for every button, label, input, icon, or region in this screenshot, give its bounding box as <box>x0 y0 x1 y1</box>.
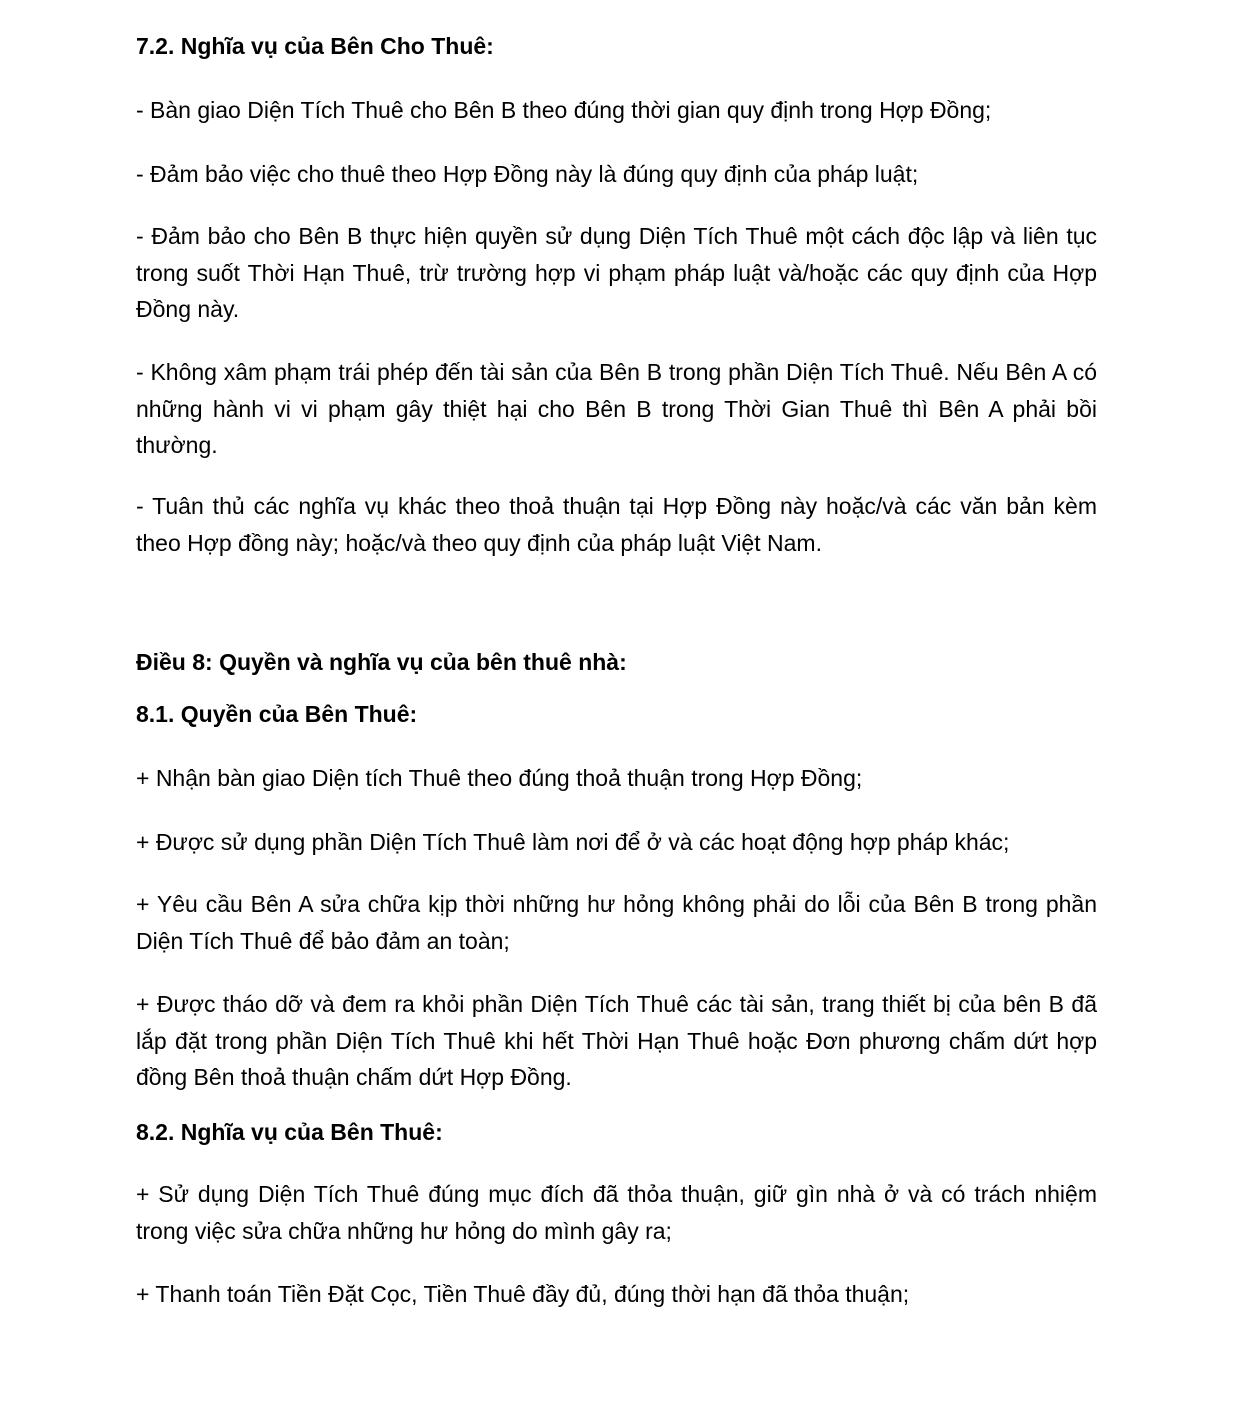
section-8-1-item: + Yêu cầu Bên A sửa chữa kịp thời những hư hỏng không phải do lỗi của Bên B trong phần Diện Tích Thuê để bảo đảm an toàn; <box>136 891 1097 954</box>
section-8-2-item: + Sử dụng Diện Tích Thuê đúng mục đích đã thỏa thuận, giữ gìn nhà ở và có trách nhiệm trong việc sửa chữa những hư hỏng do mình gây ra; <box>136 1181 1097 1244</box>
section-8-1-item: + Được sử dụng phần Diện Tích Thuê làm nơi để ở và các hoạt động hợp pháp khác; <box>136 829 1010 855</box>
section-7-2-item: - Bàn giao Diện Tích Thuê cho Bên B theo đúng thời gian quy định trong Hợp Đồng; <box>136 97 992 123</box>
article-8-heading: Điều 8: Quyền và nghĩa vụ của bên thuê nhà: <box>136 649 627 675</box>
section-8-2-item: + Thanh toán Tiền Đặt Cọc, Tiền Thuê đầy đủ, đúng thời hạn đã thỏa thuận; <box>136 1281 910 1307</box>
section-7-2-item: - Đảm bảo việc cho thuê theo Hợp Đồng này là đúng quy định của pháp luật; <box>136 161 919 187</box>
section-7-2-heading: 7.2. Nghĩa vụ của Bên Cho Thuê: <box>136 33 494 59</box>
section-8-1-item: + Được tháo dỡ và đem ra khỏi phần Diện Tích Thuê các tài sản, trang thiết bị của bên B đã lắp đặt trong phần Diện Tích Thuê khi hết Thời Hạn Thuê hoặc Đơn phương chấm dứt hợp đồng Bên thoả thuận chấm dứt Hợp Đồng. <box>136 991 1097 1090</box>
section-8-1-heading: 8.1. Quyền của Bên Thuê: <box>136 701 418 727</box>
section-7-2-item: - Không xâm phạm trái phép đến tài sản của Bên B trong phần Diện Tích Thuê. Nếu Bên A có những hành vi vi phạm gây thiệt hại cho Bên B trong Thời Gian Thuê thì Bên A phải bồi thường. <box>136 359 1097 458</box>
section-7-2-item: - Đảm bảo cho Bên B thực hiện quyền sử dụng Diện Tích Thuê một cách độc lập và liên tục trong suốt Thời Hạn Thuê, trừ trường hợp vi phạm pháp luật và/hoặc các quy định của Hợp Đồng này. <box>136 223 1097 322</box>
section-8-1-item: + Nhận bàn giao Diện tích Thuê theo đúng thoả thuận trong Hợp Đồng; <box>136 765 863 791</box>
section-7-2-item: - Tuân thủ các nghĩa vụ khác theo thoả thuận tại Hợp Đồng này hoặc/và các văn bản kèm theo Hợp đồng này; hoặc/và theo quy định của pháp luật Việt Nam. <box>136 493 1097 556</box>
section-8-2-heading: 8.2. Nghĩa vụ của Bên Thuê: <box>136 1119 443 1145</box>
